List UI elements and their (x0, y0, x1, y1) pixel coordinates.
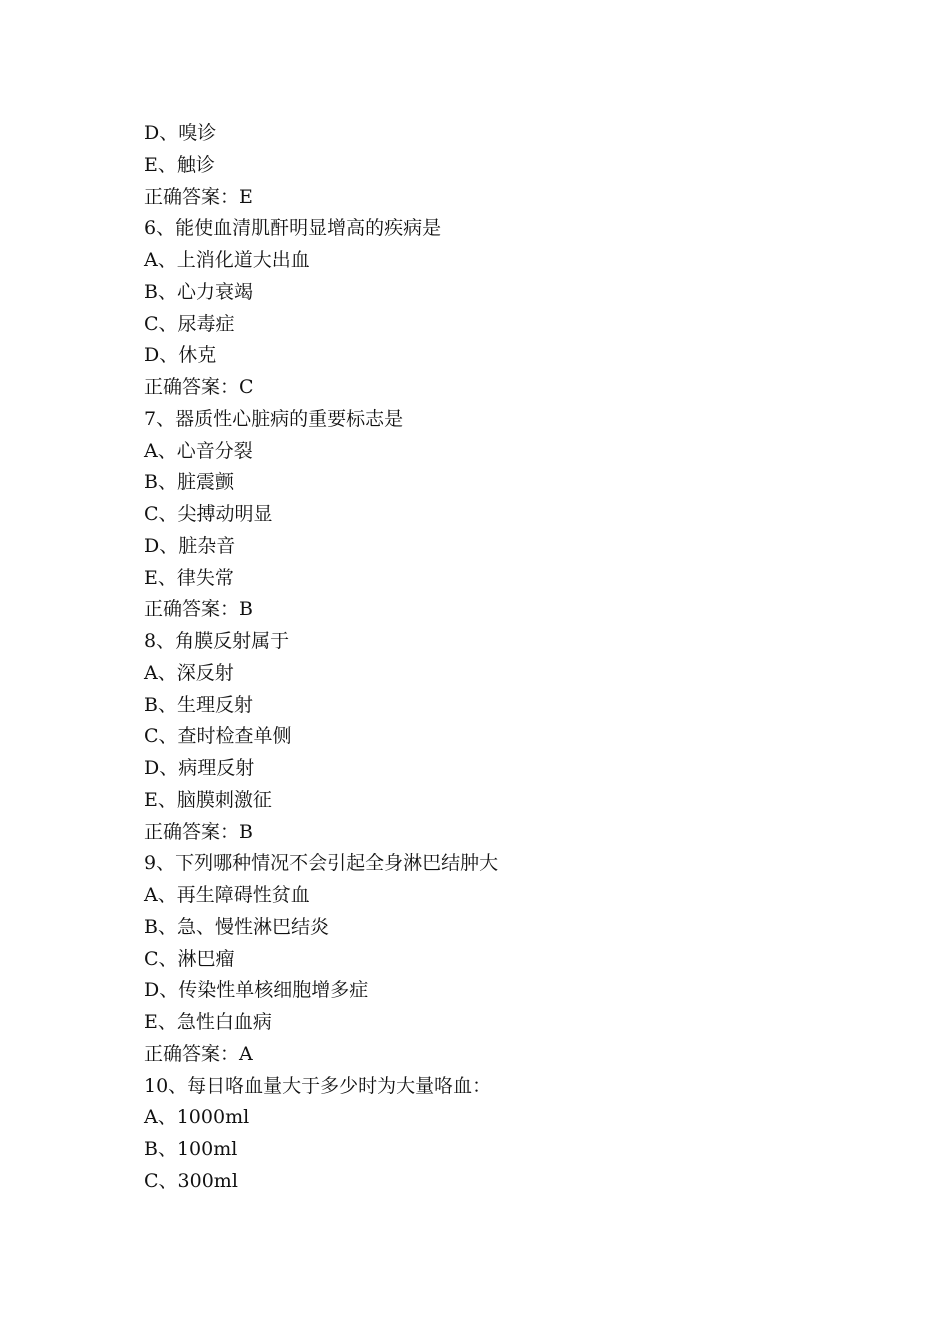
option-line: D、病理反射 (144, 757, 255, 779)
option-line: B、急、慢性淋巴结炎 (144, 915, 329, 938)
answer-line: 正确答案：B (144, 598, 253, 621)
option-line: D、休克 (144, 344, 217, 367)
option-line: C、300ml (144, 1169, 238, 1192)
option-line: A、再生障碍性贫血 (144, 884, 310, 906)
option-line: A、心音分裂 (144, 439, 253, 462)
option-line: E、触诊 (144, 153, 215, 176)
option-line: B、脏震颤 (144, 471, 234, 494)
question-line: 9、下列哪种情况不会引起全身淋巴结肿大 (144, 852, 499, 875)
answer-line: 正确答案：A (144, 1042, 253, 1065)
option-line: D、传染性单核细胞增多症 (144, 979, 369, 1002)
option-line: B、100ml (144, 1138, 238, 1160)
option-line: D、脏杂音 (144, 534, 236, 557)
option-line: C、尿毒症 (144, 312, 235, 335)
option-line: D、嗅诊 (144, 122, 217, 144)
question-line: 6、能使血清肌酐明显增高的疾病是 (144, 217, 442, 240)
option-line: E、急性白血病 (144, 1011, 272, 1033)
answer-line: 正确答案：B (144, 820, 253, 843)
option-line: C、尖搏动明显 (144, 503, 273, 525)
option-line: B、生理反射 (144, 693, 253, 716)
answer-line: 正确答案：C (144, 376, 254, 398)
question-line: 7、器质性心脏病的重要标志是 (144, 407, 404, 430)
answer-line: 正确答案：E (144, 185, 253, 208)
question-line: 10、每日咯血量大于多少时为大量咯血： (144, 1074, 492, 1097)
option-line: A、1000ml (144, 1106, 250, 1129)
option-line: B、心力衰竭 (144, 280, 253, 303)
question-line: 8、角膜反射属于 (144, 630, 290, 652)
option-line: A、上消化道大出血 (144, 249, 310, 271)
option-line: C、查时检查单侧 (144, 725, 292, 748)
option-line: E、脑膜刺激征 (144, 788, 272, 811)
option-line: C、淋巴瘤 (144, 947, 235, 970)
document-page (144, 118, 864, 1198)
option-line: E、律失常 (144, 566, 234, 589)
option-line: A、深反射 (144, 661, 234, 684)
